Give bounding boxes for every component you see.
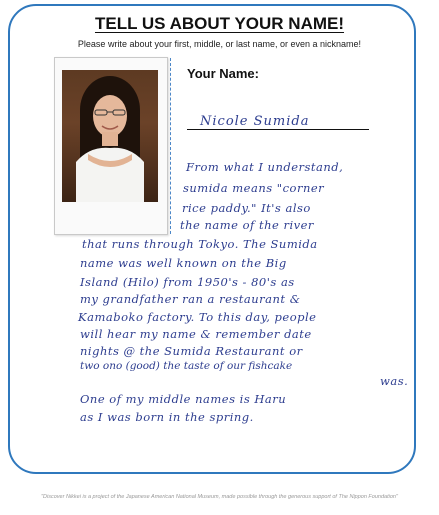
story-line: One of my middle names is Haru — [80, 392, 287, 406]
story-line: Island (Hilo) from 1950's - 80's as — [80, 275, 295, 289]
portrait-illustration — [62, 70, 158, 202]
story-line: the name of the river — [180, 218, 314, 232]
name-underline — [187, 129, 369, 130]
story-line: as I was born in the spring. — [80, 410, 254, 424]
story-line: two ono (good) the taste of our fishcake — [80, 360, 293, 372]
portrait-photo — [62, 70, 158, 202]
name-value: Nicole Sumida — [200, 114, 310, 129]
story-line: Kamaboko factory. To this day, people — [78, 310, 317, 324]
footer-credit: "Discover Nikkei is a project of the Japanese American National Museum, made possible through the generous support of The Nippon Foundation" — [41, 494, 398, 500]
story-line: my grandfather ran a restaurant & — [80, 292, 301, 306]
story-line: nights @ the Sumida Restaurant or — [80, 344, 303, 358]
story-line: sumida means "corner — [183, 181, 325, 195]
story-line: rice paddy." It's also — [182, 201, 311, 215]
story-line: From what I understand, — [186, 160, 344, 174]
story-line: will hear my name & remember date — [80, 327, 312, 341]
story-line: was. — [380, 374, 409, 388]
dashed-divider — [170, 58, 171, 234]
page-title: TELL US ABOUT YOUR NAME! — [94, 14, 345, 33]
your-name-label: Your Name: — [187, 66, 259, 81]
story-line: that runs through Tokyo. The Sumida — [82, 237, 318, 251]
story-line: name was well known on the Big — [80, 256, 287, 270]
instructions: Please write about your first, middle, or last name, or even a nickname! — [77, 39, 362, 49]
